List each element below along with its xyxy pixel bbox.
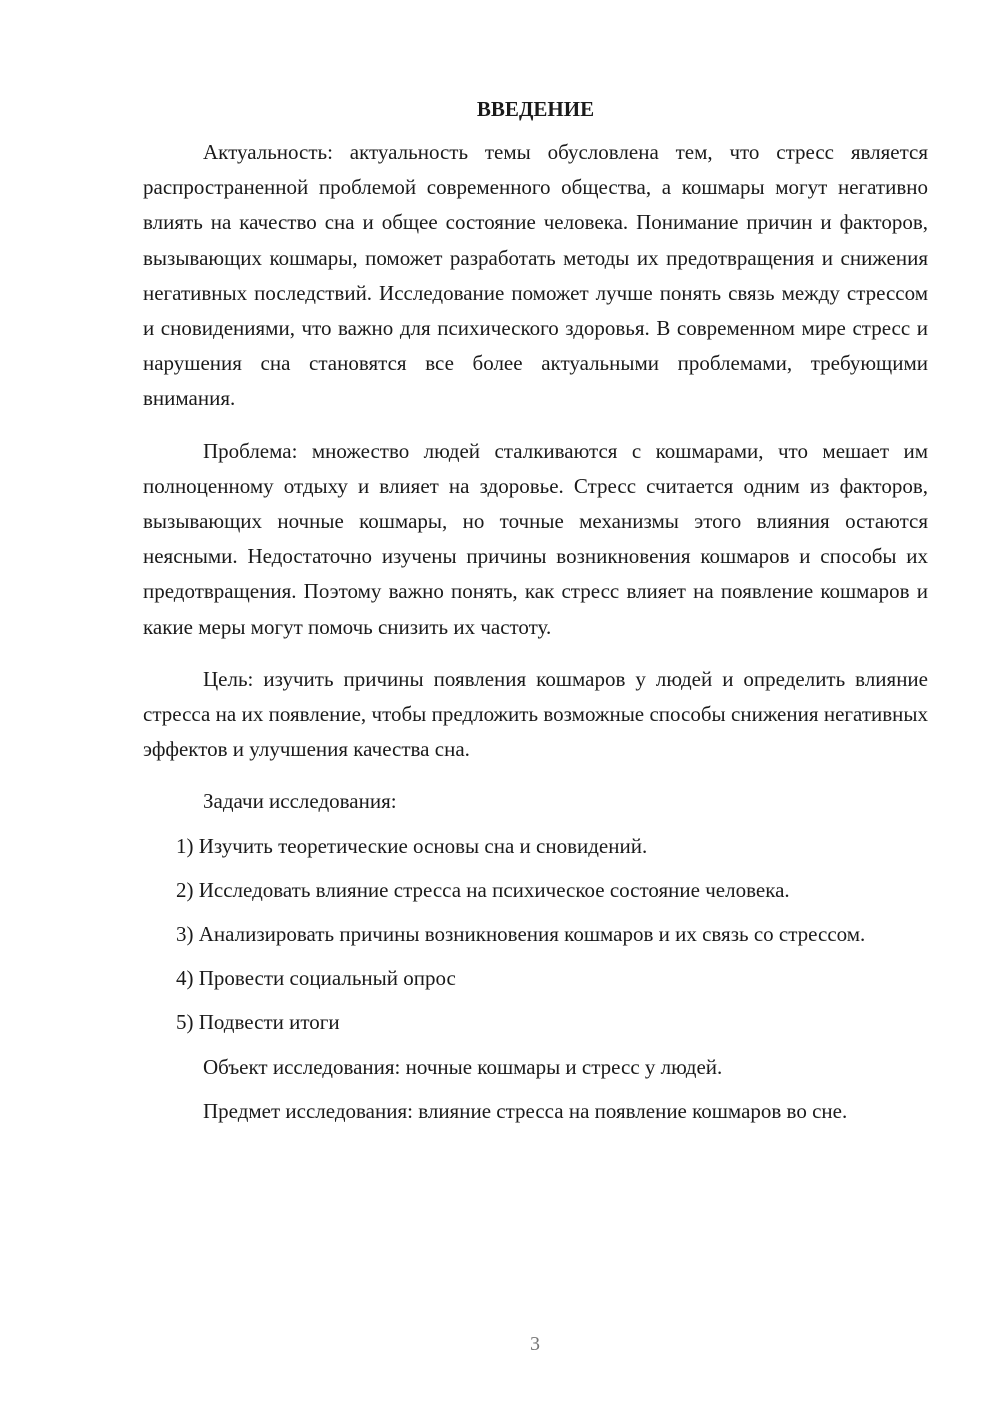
task-item: 1) Изучить теоретические основы сна и сновидений. [176,833,648,858]
task-item: 2) Исследовать влияние стресса на психическое состояние человека. [176,877,790,902]
document-page [143,92,928,1138]
object-paragraph: Объект исследования: ночные кошмары и стресс у людей. [203,1054,723,1079]
section-heading: ВВЕДЕНИЕ [476,97,595,121]
subject-paragraph: Предмет исследования: влияние стресса на появление кошмаров во сне. [203,1098,848,1123]
goal-paragraph: Цель: изучить причины появления кошмаров у людей и определить влияние стресса на их появление, чтобы предложить возможные способы снижения негативных эффектов и улучшения качества сна. [143,666,928,762]
relevance-paragraph: Актуальность: актуальность темы обусловлена тем, что стресс является распространенной проблемой современного общества, а кошмары могут негативно влиять на качество сна и общее состояние человека. Понимание причин и факторов, вызывающих кошмары, поможет разработать методы их предотвращения и снижения негативных последствий. Исследование поможет лучше понять связь между стрессом и сновидениями, что важно для психического здоровья. В современном мире стресс и нарушения сна становятся все более актуальными проблемами, требующими внимания. [143,140,928,411]
task-item: 3) Анализировать причины возникновения кошмаров и их связь со стрессом. [176,922,866,947]
page-number: 3 [530,1333,540,1355]
task-item: 4) Провести социальный опрос [176,966,456,991]
problem-paragraph: Проблема: множество людей сталкиваются с кошмарами, что мешает им полноценному отдыху и влияет на здоровье. Стресс считается одним из факторов, вызывающих ночные кошмары, но точные механизмы этого влияния остаются неясными. Недостаточно изучены причины возникновения кошмаров и способы их предотвращения. Поэтому важно понять, как стресс влияет на появление кошмаров и какие меры могут помочь снизить их частоту. [143,438,928,639]
tasks-title: Задачи исследования: [203,789,397,814]
task-item: 5) Подвести итоги [176,1010,340,1035]
